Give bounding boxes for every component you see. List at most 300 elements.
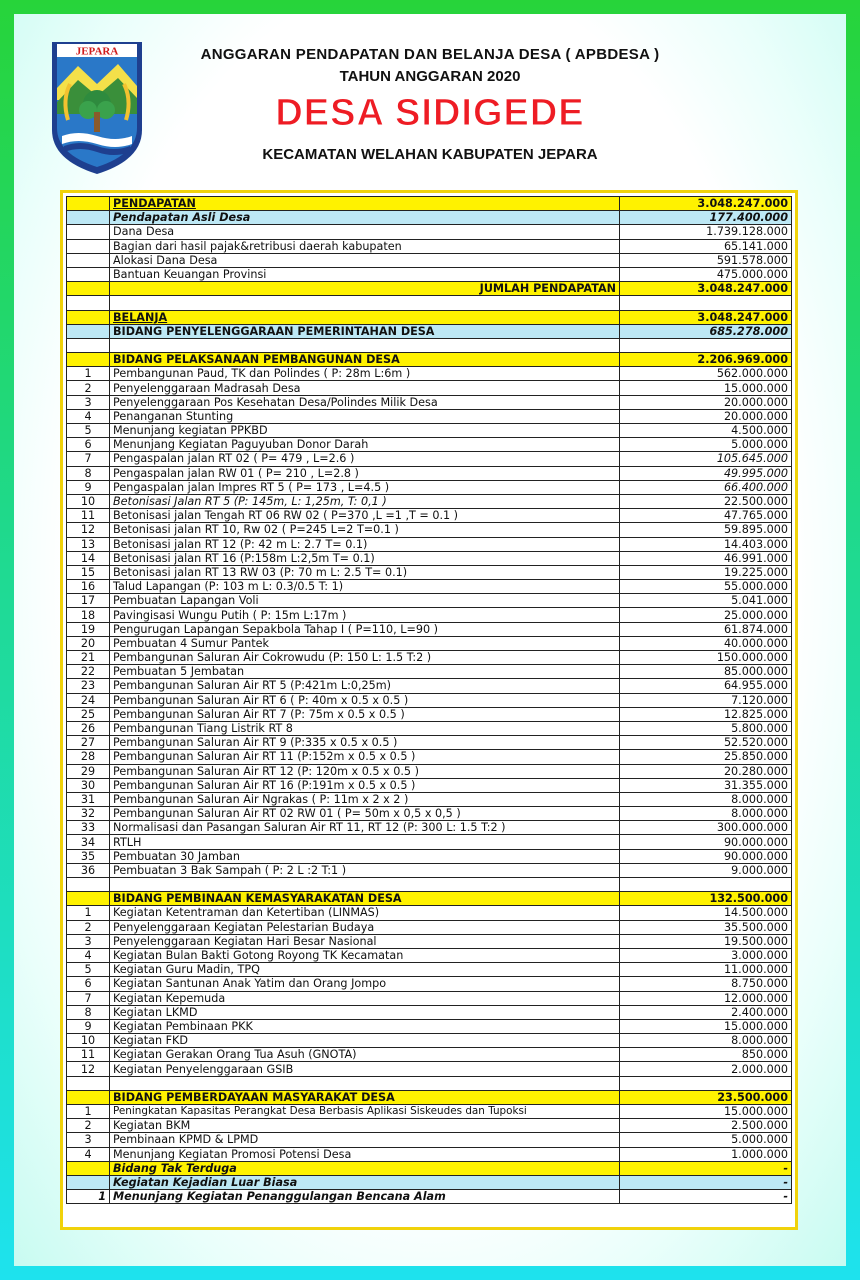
row-label-text: Bagian dari hasil pajak&retribusi daerah kabupaten: [113, 239, 402, 253]
row-label: [110, 1105, 620, 1119]
row-label-text: Kegiatan LKMD: [113, 1005, 198, 1019]
table-row: [67, 395, 792, 409]
row-number: 24: [67, 693, 110, 707]
table-row: [67, 324, 792, 338]
row-amount: 20.000.000: [620, 395, 792, 409]
row-label-text: Pembangunan Saluran Air Cokrowudu (P: 150 L: 1.5 T:2 ): [113, 651, 432, 665]
row-label-text: Betonisasi Jalan RT 5 (P: 145m, L: 1,25m, T: 0,1 ): [113, 495, 387, 509]
row-amount: [620, 338, 792, 352]
budget-table: [66, 196, 792, 1204]
table-row: [67, 381, 792, 395]
row-number: [67, 1175, 110, 1189]
row-amount: 90.000.000: [620, 849, 792, 863]
row-number: [67, 1161, 110, 1175]
row-label: [110, 807, 620, 821]
row-amount: 35.500.000: [620, 920, 792, 934]
row-label: [110, 580, 620, 594]
row-label: [110, 267, 620, 281]
row-amount: 2.400.000: [620, 1005, 792, 1019]
row-label: [110, 977, 620, 991]
row-label-text: Menunjang Kegiatan Paguyuban Donor Darah: [113, 438, 369, 452]
row-label: [110, 1119, 620, 1133]
row-number: 3: [67, 1133, 110, 1147]
table-row: [67, 878, 792, 892]
row-label: [110, 764, 620, 778]
row-number: [67, 324, 110, 338]
row-number: 27: [67, 736, 110, 750]
row-label: [110, 338, 620, 352]
table-row: [67, 1119, 792, 1133]
row-label-text: Kegiatan Kepemuda: [113, 991, 226, 1005]
row-amount: 150.000.000: [620, 651, 792, 665]
row-amount: 15.000.000: [620, 1105, 792, 1119]
row-amount: 12.825.000: [620, 707, 792, 721]
row-label-text: Penyelenggaraan Kegiatan Hari Besar Nasional: [113, 934, 377, 948]
row-number: 3: [67, 395, 110, 409]
row-number: 20: [67, 636, 110, 650]
row-number: 12: [67, 1062, 110, 1076]
row-amount: [620, 878, 792, 892]
row-amount: 5.000.000: [620, 1133, 792, 1147]
row-label: [110, 707, 620, 721]
row-number: 12: [67, 523, 110, 537]
row-number: [67, 197, 110, 211]
table-row: [67, 239, 792, 253]
row-number: 19: [67, 622, 110, 636]
table-row: [67, 948, 792, 962]
row-amount: -: [620, 1161, 792, 1175]
row-label-text: Menunjang Kegiatan Penanggulangan Bencana Alam: [113, 1190, 446, 1204]
table-row: [67, 906, 792, 920]
row-number: 1: [67, 906, 110, 920]
row-amount: 8.750.000: [620, 977, 792, 991]
row-label-text: Talud Lapangan (P: 103 m L: 0.3/0.5 T: 1): [113, 580, 344, 594]
row-label-text: Pembuatan Lapangan Voli: [113, 594, 259, 608]
village-name: DESA SIDIGEDE: [275, 92, 585, 134]
table-row: [67, 821, 792, 835]
row-label-text: Pembangunan Saluran Air RT 5 (P:421m L:0,25m): [113, 679, 392, 693]
row-amount: 3.048.247.000: [620, 310, 792, 324]
row-label-text: Betonisasi jalan RT 16 (P:158m L:2,5m T= 0.1): [113, 551, 375, 565]
row-number: 15: [67, 565, 110, 579]
row-number: 7: [67, 991, 110, 1005]
row-number: 17: [67, 594, 110, 608]
row-label-text: Alokasi Dana Desa: [113, 253, 218, 267]
row-amount: 3.048.247.000: [620, 282, 792, 296]
table-row: [67, 494, 792, 508]
table-row: [67, 764, 792, 778]
table-row: [67, 594, 792, 608]
row-label-text: Kegiatan Pembinaan PKK: [113, 1019, 253, 1033]
row-number: 9: [67, 480, 110, 494]
row-amount: 105.645.000: [620, 452, 792, 466]
row-label: [110, 679, 620, 693]
row-number: [67, 353, 110, 367]
table-row: [67, 1147, 792, 1161]
table-row: [67, 679, 792, 693]
table-row: [67, 892, 792, 906]
row-label: [110, 1034, 620, 1048]
row-amount: -: [620, 1175, 792, 1189]
row-amount: 90.000.000: [620, 835, 792, 849]
row-number: [67, 338, 110, 352]
row-label: [110, 1019, 620, 1033]
row-amount: [620, 296, 792, 310]
row-amount: 3.000.000: [620, 948, 792, 962]
table-row: [67, 807, 792, 821]
row-number: 22: [67, 665, 110, 679]
row-amount: 2.206.969.000: [620, 353, 792, 367]
row-label: [110, 1076, 620, 1090]
row-label: [110, 948, 620, 962]
table-row: [67, 1048, 792, 1062]
row-amount: 85.000.000: [620, 665, 792, 679]
row-label-text: Kegiatan Ketentraman dan Ketertiban (LINMAS): [113, 906, 380, 920]
row-number: 28: [67, 750, 110, 764]
table-row: [67, 835, 792, 849]
row-label: [110, 835, 620, 849]
row-amount: 47.765.000: [620, 509, 792, 523]
row-label: [110, 863, 620, 877]
row-number: 1: [67, 367, 110, 381]
row-amount: 685.278.000: [620, 324, 792, 338]
row-number: [67, 1090, 110, 1104]
row-number: 2: [67, 1119, 110, 1133]
row-amount: 19.225.000: [620, 565, 792, 579]
row-number: 4: [67, 948, 110, 962]
row-label-text: Pembinaan KPMD & LPMD: [113, 1133, 259, 1147]
row-amount: 177.400.000: [620, 211, 792, 225]
row-label-text: Menunjang Kegiatan Promosi Potensi Desa: [113, 1147, 352, 1161]
row-amount: 20.280.000: [620, 764, 792, 778]
row-amount: 475.000.000: [620, 267, 792, 281]
row-label-text: Pembangunan Saluran Air RT 9 (P:335 x 0.5 x 0.5 ): [113, 736, 398, 750]
row-label: [110, 693, 620, 707]
row-number: 31: [67, 792, 110, 806]
row-number: 5: [67, 424, 110, 438]
table-row: [67, 523, 792, 537]
row-amount: 31.355.000: [620, 778, 792, 792]
row-amount: -: [620, 1190, 792, 1204]
row-amount: 15.000.000: [620, 1019, 792, 1033]
row-amount: 562.000.000: [620, 367, 792, 381]
table-row: [67, 424, 792, 438]
table-row: [67, 267, 792, 281]
row-label: [110, 523, 620, 537]
row-label: [110, 480, 620, 494]
row-number: 36: [67, 863, 110, 877]
row-label: [110, 778, 620, 792]
row-number: 2: [67, 381, 110, 395]
row-number: 11: [67, 1048, 110, 1062]
table-row: [67, 636, 792, 650]
row-label-text: Peningkatan Kapasitas Perangkat Desa Berbasis Aplikasi Siskeudes dan Tupoksi: [113, 1105, 527, 1118]
row-label: [110, 409, 620, 423]
row-number: 11: [67, 509, 110, 523]
row-number: 9: [67, 1019, 110, 1033]
row-label: [110, 551, 620, 565]
row-label-text: Kegiatan Bulan Bakti Gotong Royong TK Kecamatan: [113, 949, 404, 963]
row-amount: 22.500.000: [620, 494, 792, 508]
table-row: [67, 1175, 792, 1189]
row-label: [110, 1147, 620, 1161]
row-label-text: Pengaspalan jalan RW 01 ( P= 210 , L=2.8 ): [113, 466, 359, 480]
row-label: [110, 878, 620, 892]
row-number: 29: [67, 764, 110, 778]
row-label-text: Pengaspalan jalan RT 02 ( P= 479 , L=2.6 ): [113, 452, 355, 466]
row-amount: 4.500.000: [620, 424, 792, 438]
table-row: [67, 565, 792, 579]
row-label: [110, 750, 620, 764]
row-number: 1: [67, 1105, 110, 1119]
row-label: [110, 594, 620, 608]
table-row: [67, 1090, 792, 1104]
table-row: [67, 693, 792, 707]
header-line-4: KECAMATAN WELAHAN KABUPATEN JEPARA: [262, 146, 598, 163]
row-label-text: BIDANG PELAKSANAAN PEMBANGUNAN DESA: [113, 353, 400, 367]
row-label-text: Penyelenggaraan Pos Kesehatan Desa/Polindes Milik Desa: [113, 395, 438, 409]
row-number: [67, 225, 110, 239]
row-number: [67, 211, 110, 225]
row-label: [110, 665, 620, 679]
row-label-text: Pembangunan Saluran Air RT 02 RW 01 ( P= 50m x 0,5 x 0,5 ): [113, 807, 461, 821]
row-amount: 20.000.000: [620, 409, 792, 423]
table-row: [67, 551, 792, 565]
table-row: [67, 1105, 792, 1119]
row-label: [110, 353, 620, 367]
table-row: [67, 778, 792, 792]
row-number: 7: [67, 452, 110, 466]
row-label: [110, 239, 620, 253]
table-row: [67, 310, 792, 324]
row-label: [110, 1090, 620, 1104]
row-amount: 8.000.000: [620, 1034, 792, 1048]
row-label-text: Kegiatan Guru Madin, TPQ: [113, 963, 260, 977]
row-label: [110, 438, 620, 452]
row-label-text: Pembangunan Saluran Air RT 16 (P:191m x 0.5 x 0.5 ): [113, 778, 416, 792]
row-label-text: Betonisasi jalan RT 13 RW 03 (P: 70 m L: 2.5 T= 0.1): [113, 565, 408, 579]
row-number: [67, 878, 110, 892]
row-label-text: Pengurugan Lapangan Sepakbola Tahap I ( P=110, L=90 ): [113, 622, 438, 636]
row-number: 35: [67, 849, 110, 863]
row-label-text: Pengaspalan jalan Impres RT 5 ( P= 173 , L=4.5 ): [113, 480, 390, 494]
row-number: 13: [67, 537, 110, 551]
row-number: 32: [67, 807, 110, 821]
table-row: [67, 211, 792, 225]
row-number: 21: [67, 651, 110, 665]
table-row: [67, 1019, 792, 1033]
row-label-text: Betonisasi jalan Tengah RT 06 RW 02 ( P=370 ,L =1 ,T = 0.1 ): [113, 509, 459, 523]
row-number: 23: [67, 679, 110, 693]
row-label: [110, 494, 620, 508]
table-row: [67, 466, 792, 480]
row-label: [110, 1190, 620, 1204]
table-row: [67, 665, 792, 679]
row-label-text: PENDAPATAN: [113, 197, 196, 211]
row-label: [110, 424, 620, 438]
table-row: [67, 452, 792, 466]
row-label: [110, 225, 620, 239]
row-label: [110, 296, 620, 310]
row-label-text: Menunjang kegiatan PPKBD: [113, 424, 268, 438]
table-row: [67, 1034, 792, 1048]
row-label: [110, 282, 620, 296]
row-label-text: Penyelenggaraan Madrasah Desa: [113, 381, 301, 395]
row-number: 4: [67, 409, 110, 423]
row-label-text: Pendapatan Asli Desa: [113, 211, 251, 225]
table-row: [67, 622, 792, 636]
row-number: 14: [67, 551, 110, 565]
row-label: [110, 1175, 620, 1189]
table-row: [67, 253, 792, 267]
row-amount: 1.000.000: [620, 1147, 792, 1161]
row-amount: 11.000.000: [620, 963, 792, 977]
row-label-text: Pembangunan Saluran Air RT 12 (P: 120m x 0.5 x 0.5 ): [113, 764, 419, 778]
table-row: [67, 197, 792, 211]
table-row: [67, 651, 792, 665]
table-row: [67, 792, 792, 806]
row-label-text: Kegiatan Kejadian Luar Biasa: [113, 1176, 298, 1190]
row-label-text: Kegiatan BKM: [113, 1119, 191, 1133]
row-label: [110, 622, 620, 636]
table-row: [67, 608, 792, 622]
row-amount: 25.850.000: [620, 750, 792, 764]
table-row: [67, 537, 792, 551]
row-amount: 61.874.000: [620, 622, 792, 636]
table-row: [67, 863, 792, 877]
table-row: [67, 721, 792, 735]
row-number: 5: [67, 963, 110, 977]
table-row: [67, 750, 792, 764]
row-label: [110, 792, 620, 806]
row-amount: 14.500.000: [620, 906, 792, 920]
row-label-text: Pembuatan 30 Jamban: [113, 849, 240, 863]
row-label-text: Pavingisasi Wungu Putih ( P: 15m L:17m ): [113, 608, 347, 622]
row-label-text: Betonisasi jalan RT 10, Rw 02 ( P=245 L=2 T=0.1 ): [113, 523, 399, 537]
row-label: [110, 608, 620, 622]
logo-text: JEPARA: [75, 45, 119, 58]
row-number: [67, 296, 110, 310]
table-row: [67, 1161, 792, 1175]
row-label: [110, 963, 620, 977]
row-number: 4: [67, 1147, 110, 1161]
table-row: [67, 963, 792, 977]
table-row: [67, 480, 792, 494]
row-label: [110, 736, 620, 750]
row-amount: 300.000.000: [620, 821, 792, 835]
header-line-2: TAHUN ANGGARAN 2020: [339, 68, 521, 85]
row-amount: 2.000.000: [620, 1062, 792, 1076]
row-number: 1: [67, 1190, 110, 1204]
row-number: [67, 282, 110, 296]
row-label: [110, 991, 620, 1005]
table-row: [67, 1133, 792, 1147]
row-number: 8: [67, 1005, 110, 1019]
header-line-1: ANGGARAN PENDAPATAN DAN BELANJA DESA ( APBDESA ): [200, 46, 660, 63]
row-label: [110, 381, 620, 395]
table-row: [67, 1190, 792, 1204]
table-row: [67, 509, 792, 523]
row-number: 10: [67, 1034, 110, 1048]
row-number: 6: [67, 977, 110, 991]
row-number: 3: [67, 934, 110, 948]
row-label: [110, 849, 620, 863]
table-row: [67, 707, 792, 721]
row-label-text: Pembangunan Saluran Air RT 11 (P:152m x 0.5 x 0.5 ): [113, 750, 416, 764]
row-amount: 65.141.000: [620, 239, 792, 253]
row-label-text: Dana Desa: [113, 225, 175, 239]
jepara-emblem-icon: [48, 40, 146, 176]
row-label-text: Kegiatan Gerakan Orang Tua Asuh (GNOTA): [113, 1048, 357, 1062]
table-row: [67, 934, 792, 948]
budget-table-container: [60, 190, 798, 1230]
row-amount: 8.000.000: [620, 792, 792, 806]
row-amount: 5.800.000: [620, 721, 792, 735]
row-label: [110, 721, 620, 735]
row-amount: 12.000.000: [620, 991, 792, 1005]
row-label-text: Penyelenggaraan Kegiatan Pelestarian Budaya: [113, 920, 375, 934]
row-label-text: Pembangunan Tiang Listrik RT 8: [113, 722, 293, 736]
row-amount: 15.000.000: [620, 381, 792, 395]
table-row: [67, 849, 792, 863]
row-amount: 7.120.000: [620, 693, 792, 707]
row-label: [110, 211, 620, 225]
row-number: 26: [67, 721, 110, 735]
row-label-text: Normalisasi dan Pasangan Saluran Air RT 11, RT 12 (P: 300 L: 1.5 T:2 ): [113, 821, 506, 835]
row-amount: 59.895.000: [620, 523, 792, 537]
row-label: [110, 906, 620, 920]
row-label-text: Bidang Tak Terduga: [113, 1161, 237, 1175]
table-row: [67, 296, 792, 310]
row-amount: 591.578.000: [620, 253, 792, 267]
row-label: [110, 565, 620, 579]
row-number: [67, 267, 110, 281]
row-amount: 64.955.000: [620, 679, 792, 693]
row-label-text: Pembuatan 3 Bak Sampah ( P: 2 L :2 T:1 ): [113, 863, 347, 877]
row-label: [110, 636, 620, 650]
row-label-text: Penanganan Stunting: [113, 409, 234, 423]
row-amount: 52.520.000: [620, 736, 792, 750]
row-amount: 132.500.000: [620, 892, 792, 906]
row-label: [110, 821, 620, 835]
row-label: [110, 1005, 620, 1019]
row-amount: 46.991.000: [620, 551, 792, 565]
row-label-text: Kegiatan FKD: [113, 1034, 189, 1048]
table-row: [67, 367, 792, 381]
row-label: [110, 395, 620, 409]
row-amount: 23.500.000: [620, 1090, 792, 1104]
row-label: [110, 1161, 620, 1175]
row-label: [110, 934, 620, 948]
row-amount: 850.000: [620, 1048, 792, 1062]
row-amount: 8.000.000: [620, 807, 792, 821]
row-label: [110, 1133, 620, 1147]
table-row: [67, 977, 792, 991]
table-row: [67, 353, 792, 367]
row-label-text: BELANJA: [113, 310, 168, 324]
table-row: [67, 1062, 792, 1076]
row-label-text: BIDANG PEMBINAAN KEMASYARAKATAN DESA: [113, 892, 402, 906]
row-label: [110, 1062, 620, 1076]
row-number: 16: [67, 580, 110, 594]
row-number: 2: [67, 920, 110, 934]
table-row: [67, 282, 792, 296]
row-number: 18: [67, 608, 110, 622]
row-label-text: Pembangunan Saluran Air Ngrakas ( P: 11m x 2 x 2 ): [113, 792, 409, 806]
table-row: [67, 920, 792, 934]
row-label-text: JUMLAH PENDAPATAN: [479, 282, 616, 296]
row-label-text: BIDANG PEMBERDAYAAN MASYARAKAT DESA: [113, 1090, 395, 1104]
